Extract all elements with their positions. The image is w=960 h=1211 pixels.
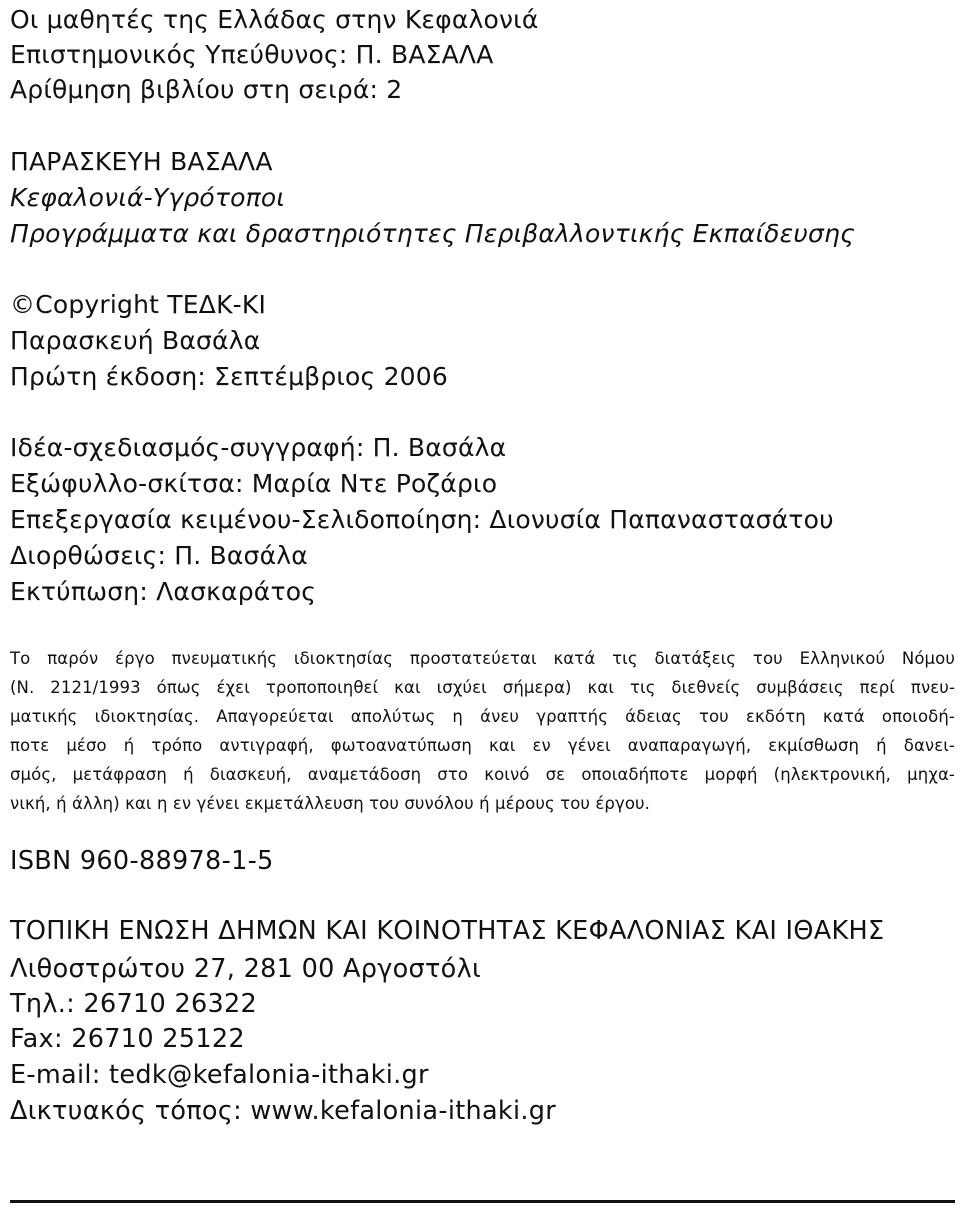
credit-line: Επεξεργασία κειμένου-Σελιδοποίηση: Διονυσία Παπαναστασάτου (10, 505, 834, 534)
legal-notice-line: ματικής ιδιοκτησίας. Απαγορεύεται απολύτως η άνευ γραπτής άδειας του εκδότη κατά οποιοδή- (10, 707, 955, 726)
legal-notice-line: (Ν. 2121/1993 όπως έχει τροποποιηθεί και ισχύει σήμερα) και τις διεθνείς συμβάσεις περί πνευ- (10, 678, 955, 697)
publisher-website: Δικτυακός τόπος: www.kefalonia-ithaki.gr (10, 1096, 557, 1126)
copyright-holder: Παρασκευή Βασάλα (10, 326, 261, 355)
publisher-fax: Fax: 26710 25122 (10, 1024, 245, 1054)
edition-info: Πρώτη έκδοση: Σεπτέμβριος 2006 (10, 362, 448, 391)
publisher-name: ΤΟΠΙΚΗ ΕΝΩΣΗ ΔΗΜΩΝ ΚΑΙ ΚΟΙΝΟΤΗΤΑΣ ΚΕΦΑΛΟΝΙΑΣ ΚΑΙ ΙΘΑΚΗΣ (10, 916, 885, 946)
credit-line: Εξώφυλλο-σκίτσα: Μαρία Ντε Ροζάριο (10, 469, 498, 498)
copyright-notice: ©Copyright ΤΕΔΚ-ΚΙ (10, 290, 267, 319)
publisher-email: E-mail: tedk@kefalonia-ithaki.gr (10, 1060, 429, 1090)
series-number: Αρίθμηση βιβλίου στη σειρά: 2 (10, 75, 403, 104)
legal-notice-line: νική, ή άλλη) και η εν γένει εκμετάλλευση του συνόλου ή μέρους του έργου. (10, 794, 651, 813)
book-title: Κεφαλονιά-Υγρότοποι (10, 183, 286, 212)
copyright-page (10, 0, 955, 1211)
legal-notice-line: σμός, μετάφραση ή διασκευή, αναμετάδοση στο κοινό σε οποιαδήποτε μορφή (ηλεκτρονική, μηχα- (10, 765, 955, 784)
scientific-lead: Επιστημονικός Υπεύθυνος: Π. ΒΑΣΑΛΑ (10, 40, 494, 69)
legal-notice-line: Το παρόν έργο πνευματικής ιδιοκτησίας προστατεύεται κατά τις διατάξεις του Ελληνικού Νόμου (10, 649, 955, 668)
bottom-rule (10, 1200, 955, 1203)
legal-notice-line: ποτε μέσο ή τρόπο αντιγραφή, φωτοανατύπωση και εν γένει αναπαραγωγή, εκμίσθωση ή δανει- (10, 736, 955, 755)
publisher-address: Λιθοστρώτου 27, 281 00 Αργοστόλι (10, 954, 481, 984)
credit-line: Διορθώσεις: Π. Βασάλα (10, 541, 308, 570)
book-subtitle: Προγράμματα και δραστηριότητες Περιβαλλοντικής Εκπαίδευσης (10, 219, 855, 248)
isbn: ISBN 960-88978-1-5 (10, 846, 274, 876)
series-title: Οι μαθητές της Ελλάδας στην Κεφαλονιά (10, 5, 539, 34)
credit-line: Εκτύπωση: Λασκαράτος (10, 577, 317, 606)
credit-line: Ιδέα-σχεδιασμός-συγγραφή: Π. Βασάλα (10, 433, 507, 462)
book-author: ΠΑΡΑΣΚΕΥΗ ΒΑΣΑΛΑ (10, 147, 273, 176)
publisher-phone: Τηλ.: 26710 26322 (10, 989, 258, 1019)
